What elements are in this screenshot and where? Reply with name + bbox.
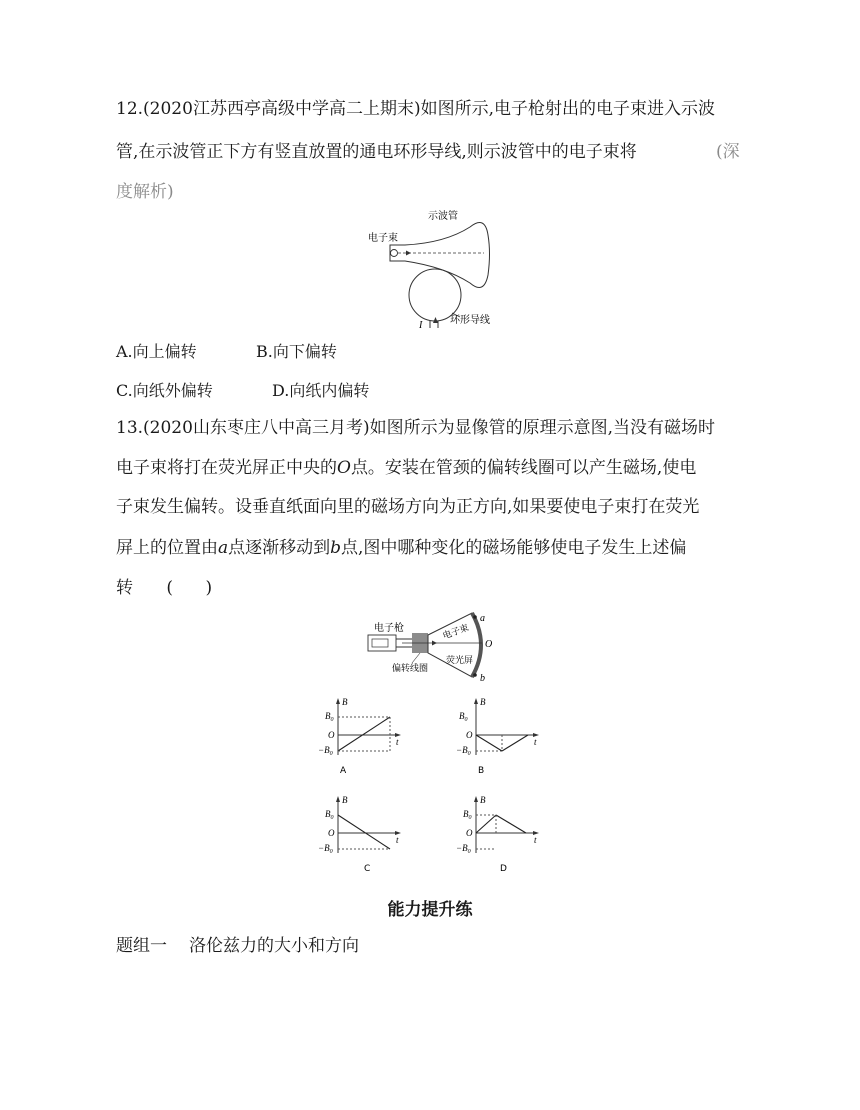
graph-c-negb0: −B — [318, 843, 330, 853]
q12-label-tube: 示波管 — [428, 211, 458, 222]
section-heading: 能力提升练 — [387, 900, 473, 920]
graph-a-t-label: t — [396, 737, 399, 747]
q12-number: 12. — [116, 99, 144, 119]
graph-b-b0: B — [459, 711, 465, 721]
q13-text-4-a: a — [218, 538, 229, 558]
q12-figure — [360, 205, 510, 330]
q13-line-3: 子束发生偏转。设垂直纸面向里的磁场方向为正方向,如果要使电子束打在荧光 — [116, 497, 700, 517]
graph-d-origin: O — [466, 828, 473, 838]
q13-label-coil: 偏转线圈 — [392, 664, 429, 674]
graph-c-origin: O — [328, 828, 335, 838]
q12-analysis-note-a: (深 — [716, 142, 740, 162]
graph-c-b0: B — [325, 809, 331, 819]
q12-text-2: 管,在示波管正下方有竖直放置的通电环形导线,则示波管中的电子束将 — [116, 142, 637, 162]
graph-c-caption: C — [364, 864, 371, 873]
graph-a-negb0: −B — [318, 745, 330, 755]
q13-label-gun: 电子枪 — [374, 623, 404, 634]
topic-group-title: 洛伦兹力的大小和方向 — [189, 936, 359, 956]
q13-source: (2020山东枣庄八中高三月考) — [143, 418, 370, 438]
svg-text:B0 — [325, 711, 334, 723]
q13-text-4c: 点,图中哪种变化的磁场能够使电子发生上述偏 — [341, 538, 687, 558]
q13-line-1 — [116, 417, 715, 439]
q12-option-d: D.向纸内偏转 — [272, 381, 370, 400]
graph-b-origin: O — [466, 730, 473, 740]
q13-text-4a: 屏上的位置由 — [116, 538, 218, 558]
topic-group-line — [116, 935, 359, 957]
q13-graph-b — [456, 695, 546, 775]
q13-label-a: a — [480, 613, 485, 624]
q12-analysis-note-b: 度解析) — [116, 182, 174, 202]
graph-c-negb0-sub: 0 — [329, 849, 333, 855]
graph-a-b0: B — [325, 711, 331, 721]
q13-label-beam: 电子束 — [441, 623, 471, 642]
q12-option-b: B.向下偏转 — [256, 342, 337, 361]
graph-d-b0: B — [463, 809, 469, 819]
q12-line-2 — [116, 141, 637, 163]
graph-c-b-label: B — [342, 795, 348, 805]
q13-label-O: O — [485, 639, 493, 650]
topic-group-number: 题组一 — [116, 936, 167, 956]
q13-text-2a: 电子束将打在荧光屏正中央的 — [116, 458, 337, 478]
svg-text:B0 — [325, 809, 334, 821]
graph-d-b0-sub: 0 — [468, 815, 472, 821]
graph-b-b0-sub: 0 — [464, 717, 468, 723]
graph-b-t-label: t — [534, 737, 537, 747]
graph-d-b-label: B — [480, 795, 486, 805]
svg-text:−B0 — [456, 745, 471, 757]
q13-line-2 — [116, 457, 696, 479]
graph-a-b-label: B — [342, 697, 348, 707]
graph-a-negb0-sub: 0 — [329, 751, 333, 757]
q12-label-current: I — [419, 320, 423, 330]
q12-label-ring: 环形导线 — [450, 315, 490, 326]
q13-tube-figure — [362, 605, 502, 685]
graph-c-t-label: t — [396, 835, 399, 845]
q13-label-b: b — [480, 673, 485, 684]
svg-text:−B0 — [318, 843, 333, 855]
graph-b-caption: B — [478, 766, 485, 775]
q12-option-c: C.向纸外偏转 — [116, 381, 213, 400]
graph-d-negb0-sub: 0 — [467, 849, 471, 855]
graph-a-origin: O — [328, 730, 335, 740]
q13-number: 13. — [116, 418, 144, 438]
q13-line-5 — [116, 577, 212, 599]
q13-text-5: 转 — [116, 578, 133, 598]
graph-a-b0-sub: 0 — [330, 717, 334, 723]
q12-label-beam: 电子束 — [368, 233, 398, 244]
svg-text:B0 — [459, 711, 468, 723]
svg-text:B0 — [463, 809, 472, 821]
graph-a-caption: A — [340, 766, 347, 775]
graph-d-t-label: t — [534, 835, 537, 845]
q13-text-1: 如图所示为显像管的原理示意图,当没有磁场时 — [369, 418, 715, 438]
q12-option-a: A.向上偏转 — [116, 342, 197, 361]
q13-text-2-O: O — [337, 458, 351, 478]
graph-b-negb0: −B — [456, 745, 468, 755]
q13-graph-a — [318, 695, 408, 775]
svg-text:−B0 — [456, 843, 471, 855]
q13-graph-d — [456, 793, 546, 873]
graph-b-negb0-sub: 0 — [467, 751, 471, 757]
q13-text-4b: 点逐渐移动到 — [228, 538, 331, 558]
graph-d-negb0: −B — [456, 843, 468, 853]
q13-answer-bracket: ( ) — [166, 578, 213, 598]
q13-text-2b: 点。安装在管颈的偏转线圈可以产生磁场,使电 — [350, 458, 697, 478]
q13-line-4 — [116, 537, 686, 559]
svg-text:−B0 — [318, 745, 333, 757]
q13-label-screen: 荧光屏 — [446, 656, 474, 666]
q13-graph-c — [318, 793, 408, 873]
q13-text-4-b: b — [330, 538, 342, 558]
q12-line-1 — [116, 98, 715, 120]
graph-b-b-label: B — [480, 697, 486, 707]
graph-c-b0-sub: 0 — [330, 815, 334, 821]
graph-d-caption: D — [500, 864, 507, 873]
q12-text-1: 如图所示,电子枪射出的电子束进入示波 — [420, 99, 715, 119]
q12-source: (2020江苏西亭高级中学高二上期末) — [143, 99, 421, 119]
